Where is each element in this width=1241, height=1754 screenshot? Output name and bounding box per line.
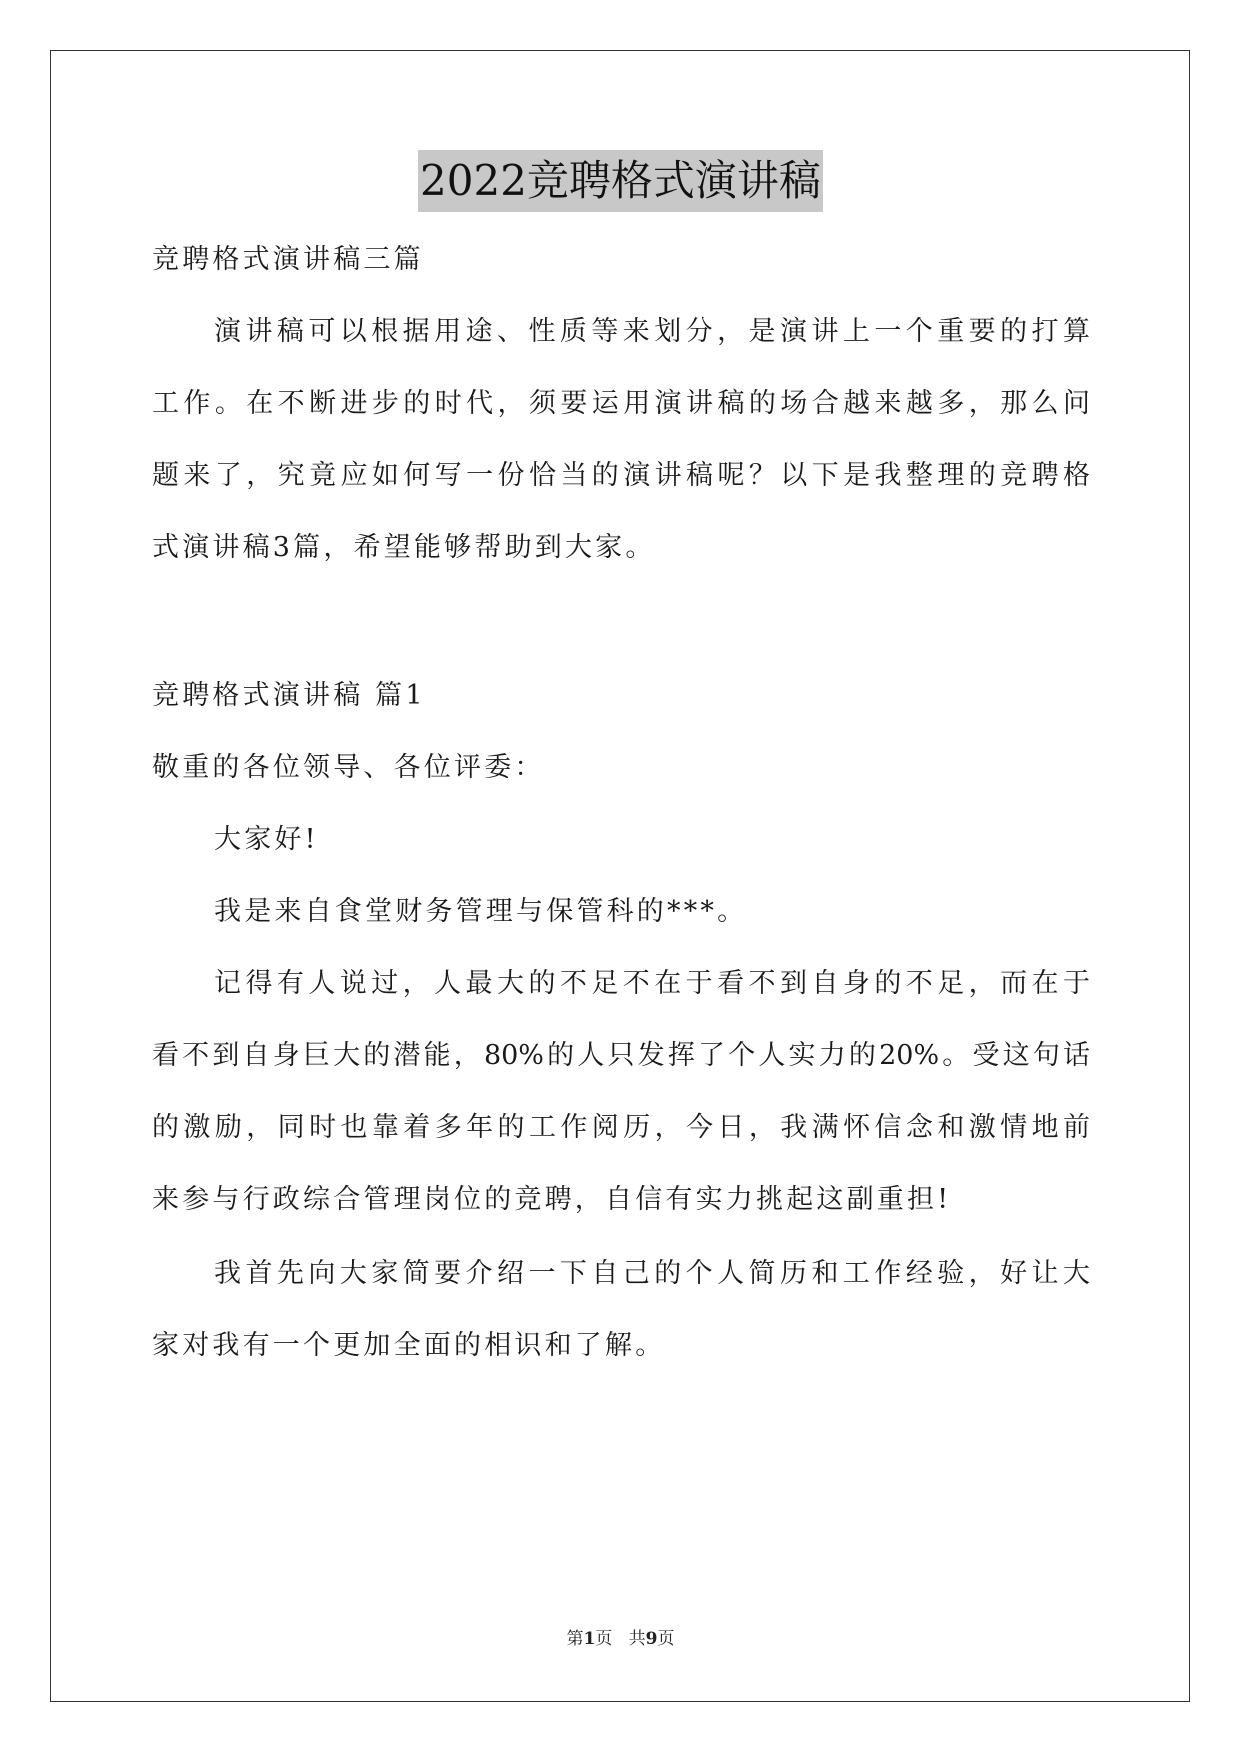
document-title: 2022竞聘格式演讲稿 xyxy=(418,150,823,212)
paragraph-line: 看不到自身巨大的潜能，80%的人只发挥了个人实力的20%。受这句话 xyxy=(152,1040,1090,1071)
paragraph-line: 来参与行政综合管理岗位的竞聘，自信有实力挑起这副重担! xyxy=(152,1184,952,1215)
intro-line: 题来了，究竟应如何写一份恰当的演讲稿呢？以下是我整理的竞聘格 xyxy=(152,460,1090,491)
document-subtitle: 竞聘格式演讲稿三篇 xyxy=(152,244,424,275)
paragraph-line: 家对我有一个更加全面的相识和了解。 xyxy=(152,1330,666,1361)
current-page-number: 1 xyxy=(583,1629,596,1649)
paragraph-line: 我首先向大家简要介绍一下自己的个人简历和工作经验，好让大 xyxy=(214,1258,1090,1289)
intro-line: 工作。在不断进步的时代，须要运用演讲稿的场合越来越多，那么问 xyxy=(152,388,1090,419)
salutation: 敬重的各位领导、各位评委： xyxy=(152,752,545,783)
page-suffix: 页 xyxy=(595,1629,613,1649)
self-introduction: 我是来自食堂财务管理与保管科的***。 xyxy=(214,896,748,927)
paragraph-line: 记得有人说过，人最大的不足不在于看不到自身的不足，而在于 xyxy=(214,968,1090,999)
title-container xyxy=(0,150,1241,212)
greeting: 大家好! xyxy=(214,824,319,855)
page-border xyxy=(50,50,1190,1702)
section-heading: 竞聘格式演讲稿 篇1 xyxy=(152,680,426,711)
intro-line: 式演讲稿3篇，希望能够帮助到大家。 xyxy=(152,532,656,563)
total-suffix: 页 xyxy=(657,1629,675,1649)
paragraph-line: 的激励，同时也靠着多年的工作阅历，今日，我满怀信念和激情地前 xyxy=(152,1112,1090,1143)
total-prefix: 共 xyxy=(628,1629,646,1649)
page-prefix: 第 xyxy=(566,1629,584,1649)
intro-line: 演讲稿可以根据用途、性质等来划分，是演讲上一个重要的打算 xyxy=(214,316,1090,347)
page-footer xyxy=(0,1627,1241,1651)
total-page-count: 9 xyxy=(645,1629,658,1649)
